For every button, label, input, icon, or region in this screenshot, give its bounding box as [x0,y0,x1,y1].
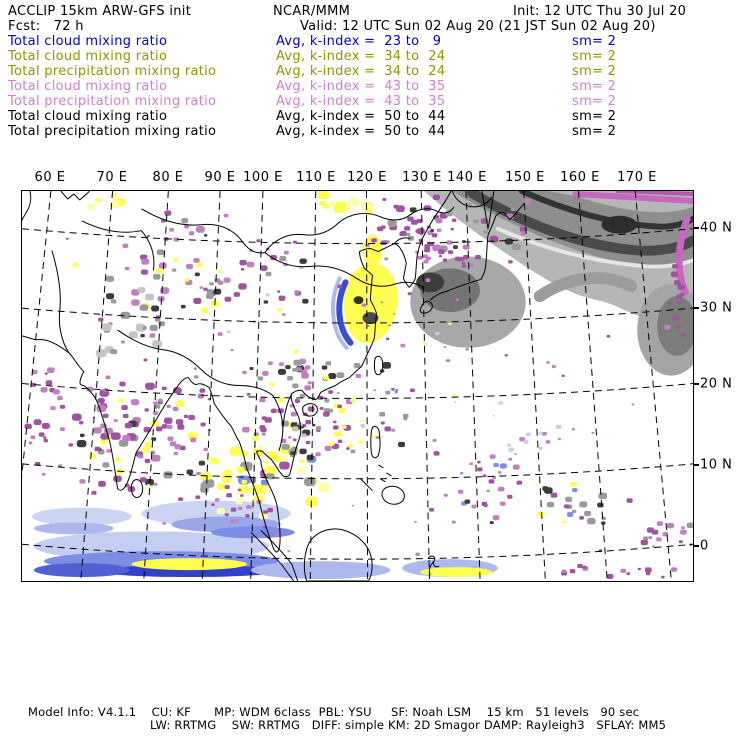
field-label: Total precipitation mixing ratio [8,124,217,139]
plot-title: ACCLIP 15km ARW-GFS init [8,4,192,19]
lon-label: 70 E [96,170,128,185]
smoothing-stat: sm= 2 [572,124,617,139]
smoothing-stat: sm= 2 [572,34,617,49]
field-label: Total cloud mixing ratio [8,109,168,124]
lon-label: 130 E [402,170,442,185]
lat-tick [694,307,699,309]
kindex-stat: Avg, k-index = 23 to 9 [276,34,442,49]
lon-label: 170 E [617,170,657,185]
smoothing-stat: sm= 2 [572,64,617,79]
kindex-stat: Avg, k-index = 50 to 44 [276,124,446,139]
field-label: Total precipitation mixing ratio [8,94,217,109]
lon-label: 110 E [296,170,336,185]
forecast-hour: Fcst: 72 h [8,19,84,34]
kindex-stat: Avg, k-index = 34 to 24 [276,49,446,64]
lat-label: 20 N [700,376,733,392]
model-physics-line: Model Info: V4.1.1 CU: KF MP: WDM 6class PBL: YSU SF: Noah LSM 15 km 51 levels 90 sec [28,705,640,719]
lon-label: 160 E [560,170,600,185]
lon-label: 140 E [447,170,487,185]
smoothing-stat: sm= 2 [572,49,617,64]
kindex-stat: Avg, k-index = 43 to 35 [276,94,446,109]
forecast-map [21,190,694,582]
center-name: NCAR/MMM [273,4,351,19]
lat-tick [694,464,699,466]
lon-label: 80 E [152,170,184,185]
lat-tick [694,545,699,547]
field-label: Total cloud mixing ratio [8,34,168,49]
lat-tick [694,227,699,229]
field-label: Total cloud mixing ratio [8,79,168,94]
valid-time: Valid: 12 UTC Sun 02 Aug 20 (21 JST Sun 02 Aug 20) [300,19,656,34]
kindex-stat: Avg, k-index = 43 to 35 [276,79,446,94]
smoothing-stat: sm= 2 [572,109,617,124]
lat-label: 40 N [700,220,733,236]
lat-label: 10 N [700,457,733,473]
lon-label: 60 E [34,170,66,185]
field-label: Total cloud mixing ratio [8,49,168,64]
lon-label: 120 E [347,170,387,185]
smoothing-stat: sm= 2 [572,79,617,94]
lat-label: 0 [700,538,709,554]
lon-label: 100 E [243,170,283,185]
lon-label: 150 E [505,170,545,185]
kindex-stat: Avg, k-index = 50 to 44 [276,109,446,124]
kindex-stat: Avg, k-index = 34 to 24 [276,64,446,79]
lon-label: 90 E [204,170,236,185]
field-label: Total precipitation mixing ratio [8,64,217,79]
model-physics-line: LW: RRTMG SW: RRTMG DIFF: simple KM: 2D Smagor DAMP: Rayleigh3 SFLAY: MM5 [150,718,667,732]
lat-label: 30 N [700,300,733,316]
lat-tick [694,383,699,385]
smoothing-stat: sm= 2 [572,94,617,109]
map-canvas [22,191,693,581]
init-time: Init: 12 UTC Thu 30 Jul 20 [513,4,687,19]
